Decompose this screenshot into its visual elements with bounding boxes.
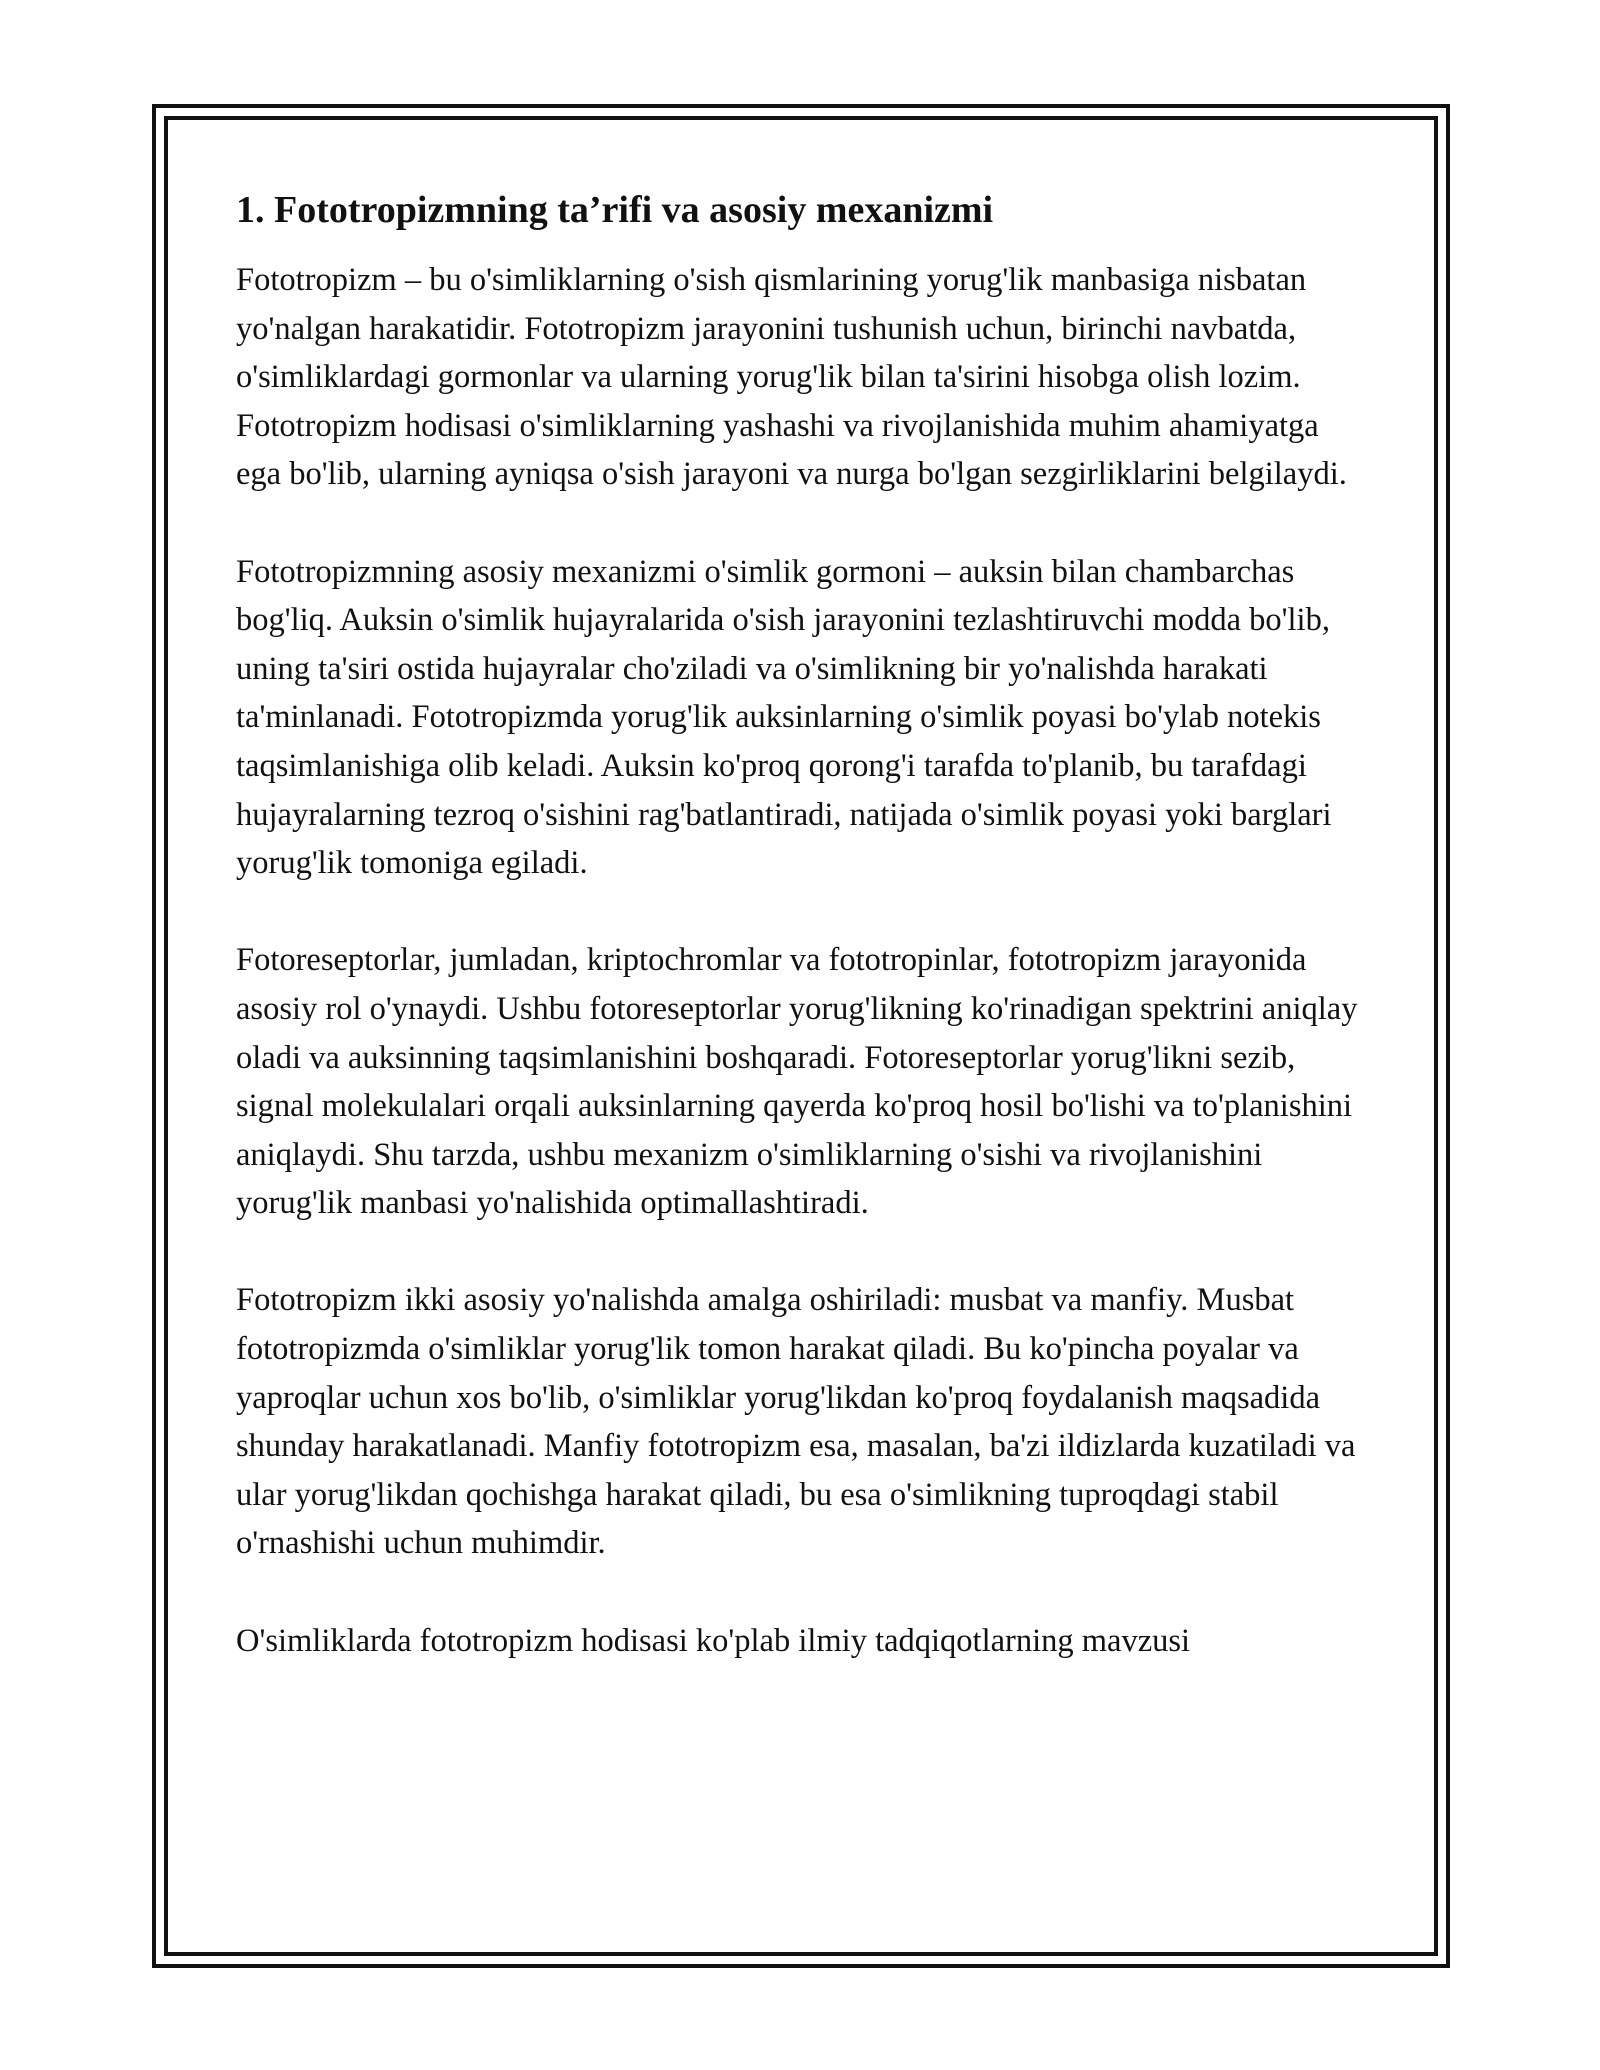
paragraph-photoreceptors: Fotoreseptorlar, jumladan, kriptochromlar va fototropinlar, fototropizm jarayonida asosiy rol o'ynaydi. Ushbu fotoreseptorlar yorug'likning ko'rinadigan spektrini aniqlay oladi va auksinning taqsimlanishini boshqaradi. Fotoreseptorlar yorug'likni sezib, signal molekulalari orqali auksinlarning qayerda ko'proq hosil bo'lishi va to'planishini aniqlaydi. Shu tarzda, ushbu mexanizm o'simliklarning o'sishi va rivojlanishini yorug'lik manbasi yo'nalishida optimallashtiradi. [236,942,1358,1222]
paragraph-definition: Fototropizm – bu o'simliklarning o'sish qismlarining yorug'lik manbasiga nisbatan yo'nalgan harakatidir. Fototropizm jarayonini tushunish uchun, birinchi navbatda, o'simliklardagi gormonlar va ularning yorug'lik bilan ta'sirini hisobga olish lozim. Fototropizm hodisasi o'simliklarning yashashi va rivojlanishida muhim ahamiyatga ega bo'lib, ularning ayniqsa o'sish jarayoni va nurga bo'lgan sezgirliklarini belgilaydi. [236,262,1347,493]
section-heading: 1. Fototropizmning ta’rifi va asosiy mexanizmi [236,189,994,231]
paragraph-positive-negative: Fototropizm ikki asosiy yo'nalishda amalga oshiriladi: musbat va manfiy. Musbat fototropizmda o'simliklar yorug'lik tomon harakat qiladi. Bu ko'pincha poyalar va yaproqlar uchun xos bo'lib, o'simliklar yorug'likdan ko'proq foydalanish maqsadida shunday harakatlanadi. Manfiy fototropizm esa, masalan, ba'zi ildizlarda kuzatiladi va ular yorug'likdan qochishga harakat qiladi, bu esa o'simlikning tuproqdagi stabil o'rnashishi uchun muhimdir. [236,1282,1356,1562]
document-body [236,186,1366,1714]
paragraph-auxin-mechanism: Fototropizmning asosiy mexanizmi o'simlik gormoni – auksin bilan chambarchas bog'liq. Auksin o'simlik hujayralarida o'sish jarayonini tezlashtiruvchi modda bo'lib, uning ta'siri ostida hujayralar cho'ziladi va o'simlikning bir yo'nalishda harakati ta'minlanadi. Fototropizmda yorug'lik auksinlarning o'simlik poyasi bo'ylab notekis taqsimlanishiga olib keladi. Auksin ko'proq qorong'i tarafda to'planib, bu tarafdagi hujayralarning tezroq o'sishini rag'batlantiradi, natijada o'simlik poyasi yoki barglari yorug'lik tomoniga egiladi. [236,553,1332,882]
paragraph-research: O'simliklarda fototropizm hodisasi ko'plab ilmiy tadqiqotlarning mavzusi [236,1622,1191,1659]
